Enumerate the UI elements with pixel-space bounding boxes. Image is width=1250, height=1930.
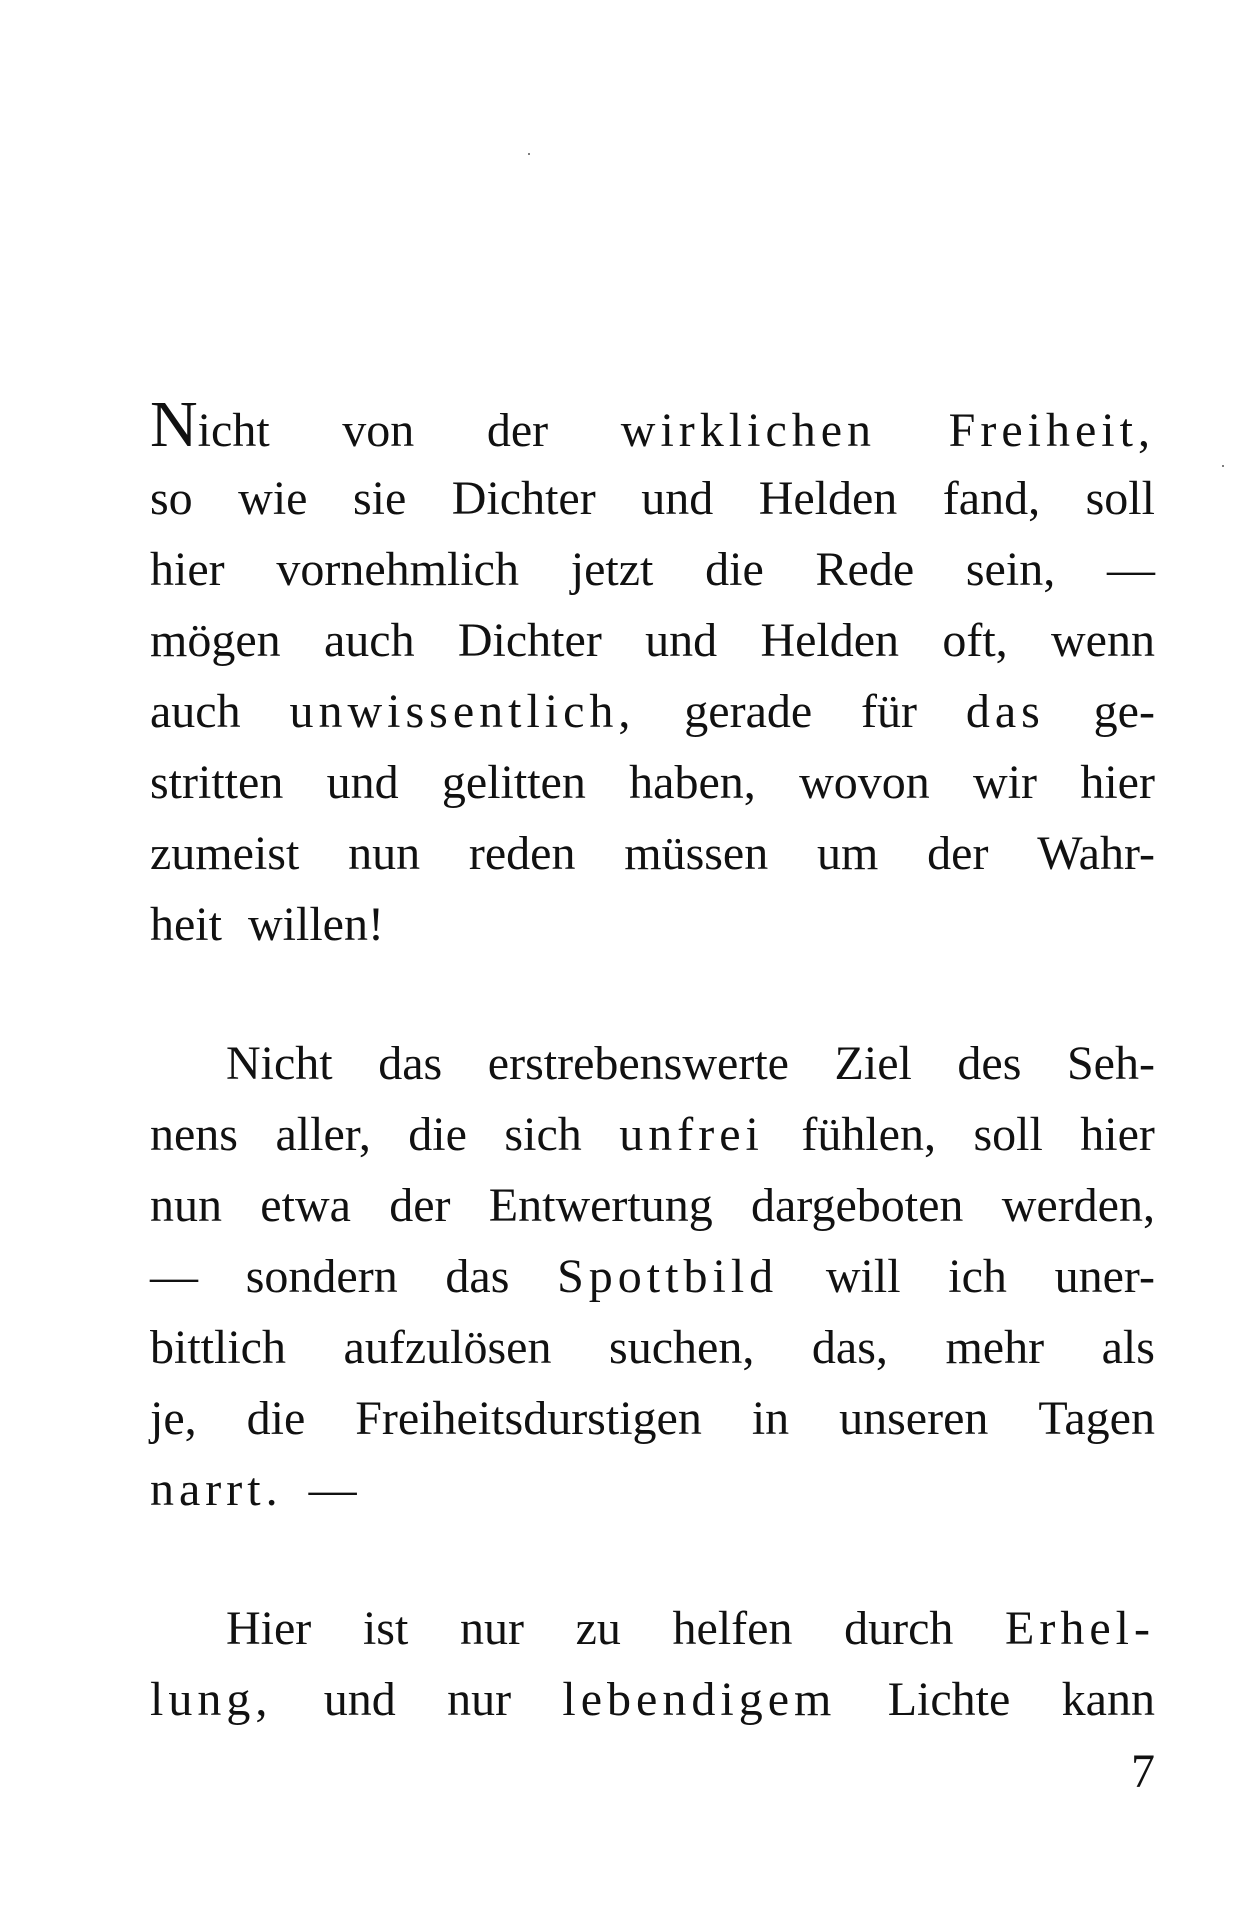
word: gelitten — [441, 756, 586, 809]
word: von — [342, 404, 415, 457]
word: Helden — [758, 472, 898, 525]
word: will — [825, 1250, 901, 1303]
word: der — [927, 827, 989, 880]
scan-speck — [528, 153, 530, 155]
word: mögen — [150, 614, 281, 667]
word: Rede — [815, 543, 915, 596]
word: ist — [362, 1602, 409, 1655]
text-line — [150, 388, 1155, 463]
word: wie — [238, 472, 308, 525]
word: sie — [352, 472, 407, 525]
word: lebendigem — [562, 1673, 837, 1726]
word: je, — [150, 1392, 197, 1445]
word: etwa — [260, 1179, 351, 1232]
word: narrt. — [150, 1463, 283, 1516]
word: wovon — [799, 756, 930, 809]
word: wirklichen — [620, 404, 877, 457]
word: Erhel- — [1005, 1602, 1155, 1655]
word: für — [861, 685, 917, 738]
text-line — [150, 747, 1155, 818]
word: Hier — [226, 1602, 312, 1655]
word: und — [326, 756, 399, 809]
drop-cap: N — [150, 388, 198, 461]
word: die — [408, 1108, 467, 1161]
word: sondern — [245, 1250, 398, 1303]
word: stritten — [150, 756, 284, 809]
word: nens — [150, 1108, 238, 1161]
text-line — [150, 889, 1155, 960]
word: Dichter — [457, 614, 602, 667]
word: Wahr- — [1037, 827, 1155, 880]
word: Tagen — [1038, 1392, 1155, 1445]
word: und — [645, 614, 718, 667]
word: oft, — [942, 614, 1008, 667]
word: fühlen, — [801, 1108, 936, 1161]
word: nur — [447, 1673, 512, 1726]
word: durch — [844, 1602, 954, 1655]
text-line — [150, 676, 1155, 747]
word-with-drop-cap — [150, 388, 270, 466]
word: suchen, — [609, 1321, 755, 1374]
word: mehr — [945, 1321, 1045, 1374]
word: nun — [348, 827, 421, 880]
text-line — [150, 1454, 1155, 1525]
word: reden — [468, 827, 576, 880]
word: Seh- — [1066, 1037, 1155, 1090]
word: als — [1101, 1321, 1155, 1374]
word: die — [246, 1392, 306, 1445]
word: Spottbild — [557, 1250, 779, 1303]
word: Lichte — [887, 1673, 1011, 1726]
text-line — [150, 463, 1155, 534]
word: Helden — [760, 614, 900, 667]
word: kann — [1061, 1673, 1155, 1726]
word: soll — [973, 1108, 1043, 1161]
word: aufzulösen — [343, 1321, 552, 1374]
word: — — [1106, 543, 1155, 596]
word: wenn — [1051, 614, 1155, 667]
word: — — [308, 1463, 357, 1516]
word: heit — [150, 898, 222, 951]
word: und — [641, 472, 714, 525]
word: unseren — [839, 1392, 989, 1445]
word: Entwertung — [488, 1179, 713, 1232]
paragraph-1 — [150, 388, 1155, 960]
word: hier — [1080, 1108, 1155, 1161]
word: und — [323, 1673, 396, 1726]
word: die — [705, 543, 764, 596]
word: haben, — [629, 756, 756, 809]
page-number: 7 — [1131, 1745, 1155, 1798]
text-line — [150, 1383, 1155, 1454]
word: werden, — [1001, 1179, 1155, 1232]
word: dargeboten — [751, 1179, 964, 1232]
text-line — [150, 818, 1155, 889]
word: icht — [197, 404, 270, 457]
word: das — [378, 1037, 443, 1090]
word: so — [150, 472, 193, 525]
word: auch — [323, 614, 415, 667]
word: Freiheitsdurstigen — [355, 1392, 702, 1445]
paragraph-3 — [150, 1593, 1155, 1735]
word: hier — [150, 543, 225, 596]
text-line — [150, 1312, 1155, 1383]
text-line — [150, 1593, 1155, 1664]
body-text — [150, 388, 1155, 1803]
word: sich — [504, 1108, 582, 1161]
word: jetzt — [570, 543, 654, 596]
word: müssen — [624, 827, 769, 880]
word: soll — [1085, 472, 1155, 525]
word: bittlich — [150, 1321, 286, 1374]
text-line — [150, 1241, 1155, 1312]
word: Freiheit, — [948, 404, 1155, 457]
word: das, — [811, 1321, 888, 1374]
scan-speck — [1222, 465, 1224, 467]
word: ich — [948, 1250, 1007, 1303]
word: das — [965, 685, 1045, 738]
word: nur — [459, 1602, 524, 1655]
word: zumeist — [150, 827, 300, 880]
word: um — [817, 827, 879, 880]
word: Ziel — [834, 1037, 912, 1090]
text-line — [150, 605, 1155, 676]
word: auch — [150, 685, 241, 738]
word: das — [445, 1250, 510, 1303]
text-line — [150, 1170, 1155, 1241]
word: lung, — [150, 1673, 273, 1726]
word: gerade — [684, 685, 813, 738]
word: des — [957, 1037, 1022, 1090]
word: aller, — [275, 1108, 371, 1161]
word: zu — [575, 1602, 621, 1655]
word: der — [486, 404, 549, 457]
word: Dichter — [451, 472, 596, 525]
word: — — [150, 1250, 198, 1303]
word: vornehmlich — [276, 543, 519, 596]
word: erstrebenswerte — [487, 1037, 789, 1090]
word: ge- — [1093, 685, 1155, 738]
word: Nicht — [226, 1037, 333, 1090]
paragraph-2 — [150, 1028, 1155, 1525]
word: willen! — [247, 898, 384, 951]
text-line — [150, 1664, 1155, 1735]
word: wir — [973, 756, 1038, 809]
word: der — [389, 1179, 451, 1232]
word: unwissentlich, — [289, 685, 636, 738]
text-line — [150, 1099, 1155, 1170]
word: fand, — [942, 472, 1041, 525]
word: helfen — [672, 1602, 793, 1655]
word: hier — [1080, 756, 1155, 809]
word: unfrei — [619, 1108, 764, 1161]
text-line — [150, 1028, 1155, 1099]
word: nun — [150, 1179, 222, 1232]
word: sein, — [965, 543, 1056, 596]
word: in — [751, 1392, 790, 1445]
word: uner- — [1054, 1250, 1155, 1303]
text-line — [150, 534, 1155, 605]
